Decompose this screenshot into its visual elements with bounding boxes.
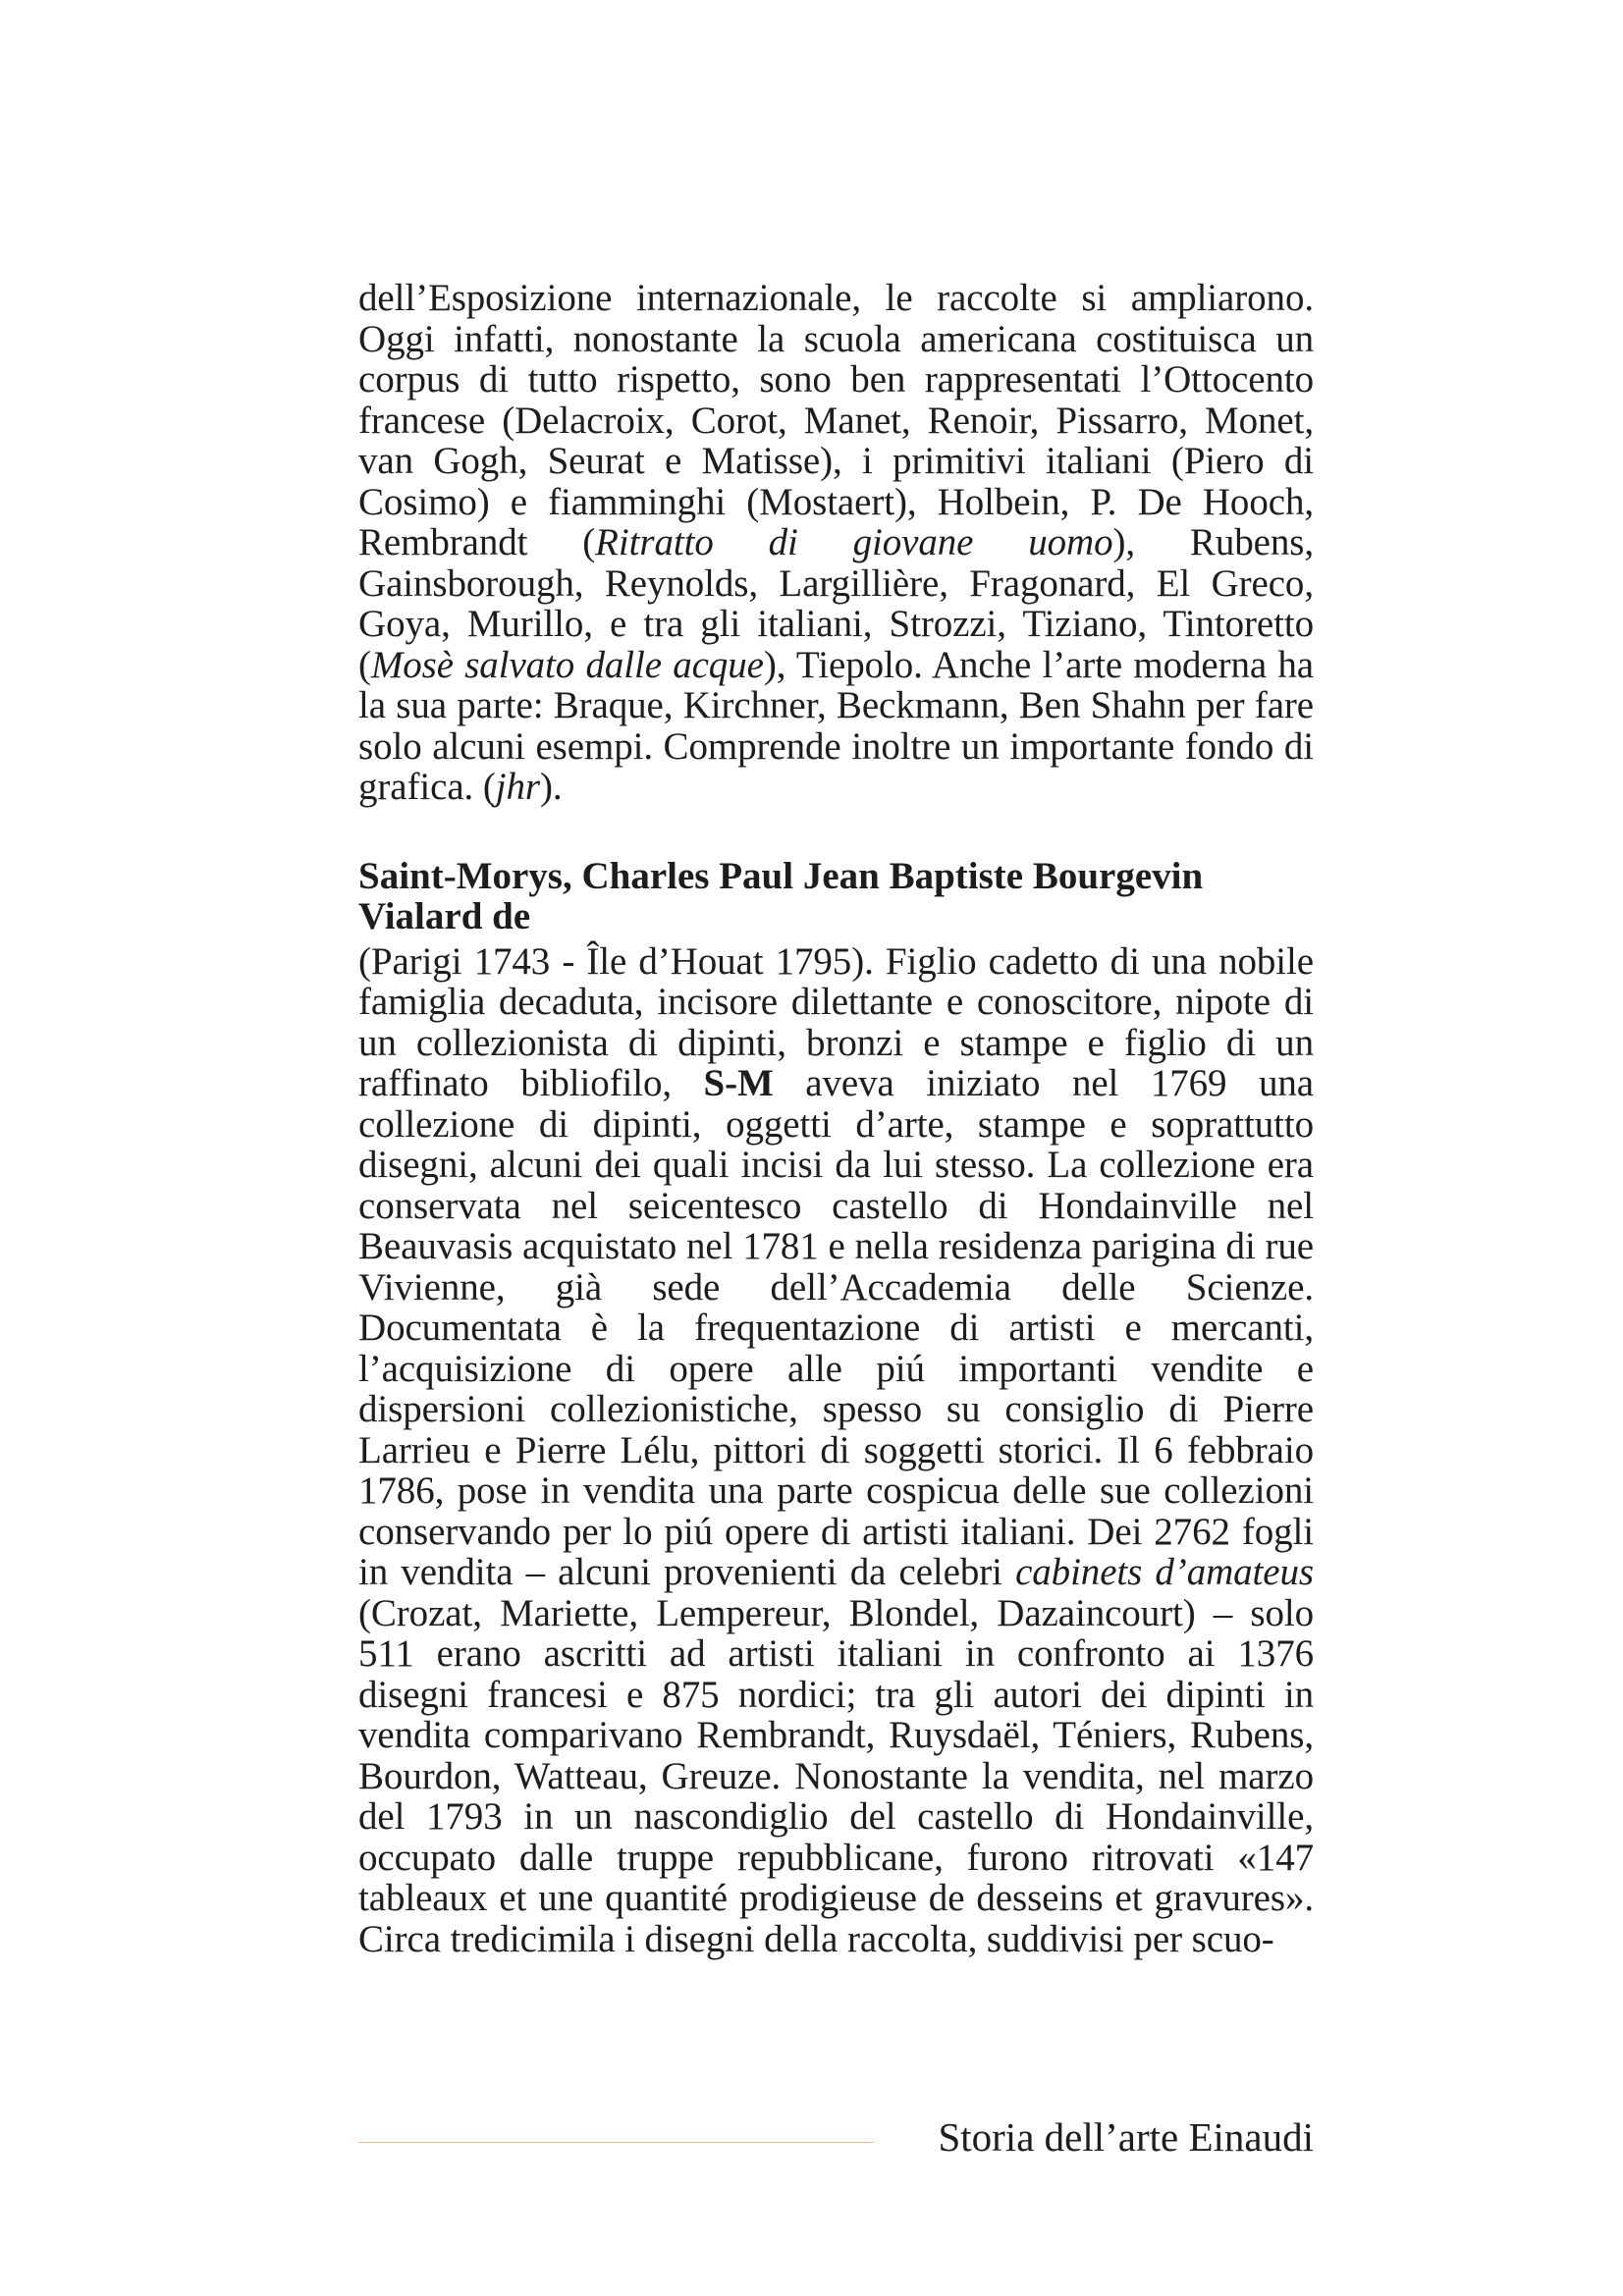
footer-rule [358,2142,874,2143]
author-initials: jhr [495,766,540,808]
artwork-title: Mosè salvato dalle acque [370,643,764,686]
artwork-title: Ritratto di giovane uomo [595,521,1113,563]
page-body [358,278,1314,1959]
paragraph-text: ), Tiepolo. Anche l’arte moderna ha la sua parte: Braque, Kirchner, Beckmann, Ben Shahn per fare solo alcuni esempi. Comprende inoltre un importante fondo di grafica. ( [358,643,1314,808]
previous-entry-paragraph [358,278,1314,808]
foreign-term: cabinets d’amateus [1015,1551,1314,1593]
paragraph-text: aveva iniziato nel 1769 una collezione di dipinti, oggetti d’arte, stampe e soprattutto disegni, alcuni dei quali incisi da lui stesso. La collezione era conservata nel seicentesco castello di Hondainville nel Beauvasis acquistato nel 1781 e nella residenza parigina di rue Vivienne, già sede dell’Accademia delle Scienze. Documentata è la frequentazione di artisti e mercanti, l’acquisizione di opere alle piú importanti vendite e dispersioni collezionistiche, spesso su consiglio di Pierre Larrieu e Pierre Lélu, pittori di soggetti storici. Il 6 febbraio 1786, pose in vendita una parte cospicua delle sue collezioni conservando per lo piú opere di artisti italiani. Dei 2762 fogli in vendita – alcuni provenienti da celebri [358,1062,1314,1593]
paragraph-text: (Parigi 1743 - Île d’Houat 1795). Figlio cadetto di una nobile famiglia decaduta, incisore dilettante e conoscitore, nipote di un collezionista di dipinti, bronzi e stampe e figlio di un raffinato bibliofilo, [358,939,1314,1104]
entry-abbreviation: S-M [703,1062,774,1104]
paragraph-text: (Crozat, Mariette, Lempereur, Blondel, Dazaincourt) – solo 511 erano ascritti ad artisti italiani in confronto ai 1376 disegni francesi e 875 nordici; tra gli autori dei dipinti in vendita comparivano Rembrandt, Ruysdaël, Téniers, Rubens, Bourdon, Watteau, Greuze. Nonostante la vendita, nel marzo del 1793 in un nascondiglio del castello di Hondainville, occupato dalle truppe repubblicane, furono ritrovati «147 tableaux et une quantité prodigieuse de desseins et gravures». Circa tredicimila i disegni della raccolta, suddivisi per scuo- [358,1591,1314,1960]
page-footer [358,2108,1314,2166]
entry-paragraph [358,941,1314,1960]
paragraph-text: dell’Esposizione internazionale, le raccolte si ampliarono. Oggi infatti, nonostante la scuola americana costituisca un corpus di tutto rispetto, sono ben rappresentati l’Ottocento francese (Delacroix, Corot, Manet, Renoir, Pissarro, Monet, van Gogh, Seurat e Matisse), i primitivi italiani (Piero di Cosimo) e fiamminghi (Mostaert), Holbein, P. De Hooch, Rembrandt ( [358,277,1314,563]
footer-book-title: Storia dell’arte Einaudi [938,2114,1314,2160]
paragraph-text: ), Rubens, Gainsborough, Reynolds, Largillière, Fragonard, El Greco, Goya, Murillo, e tra gli italiani, Strozzi, Tiziano, Tintoretto ( [358,521,1314,686]
paragraph-text: ). [539,766,563,808]
entry-heading: Saint-Morys, Charles Paul Jean Baptiste Bourgevin Vialard de [358,854,1204,937]
